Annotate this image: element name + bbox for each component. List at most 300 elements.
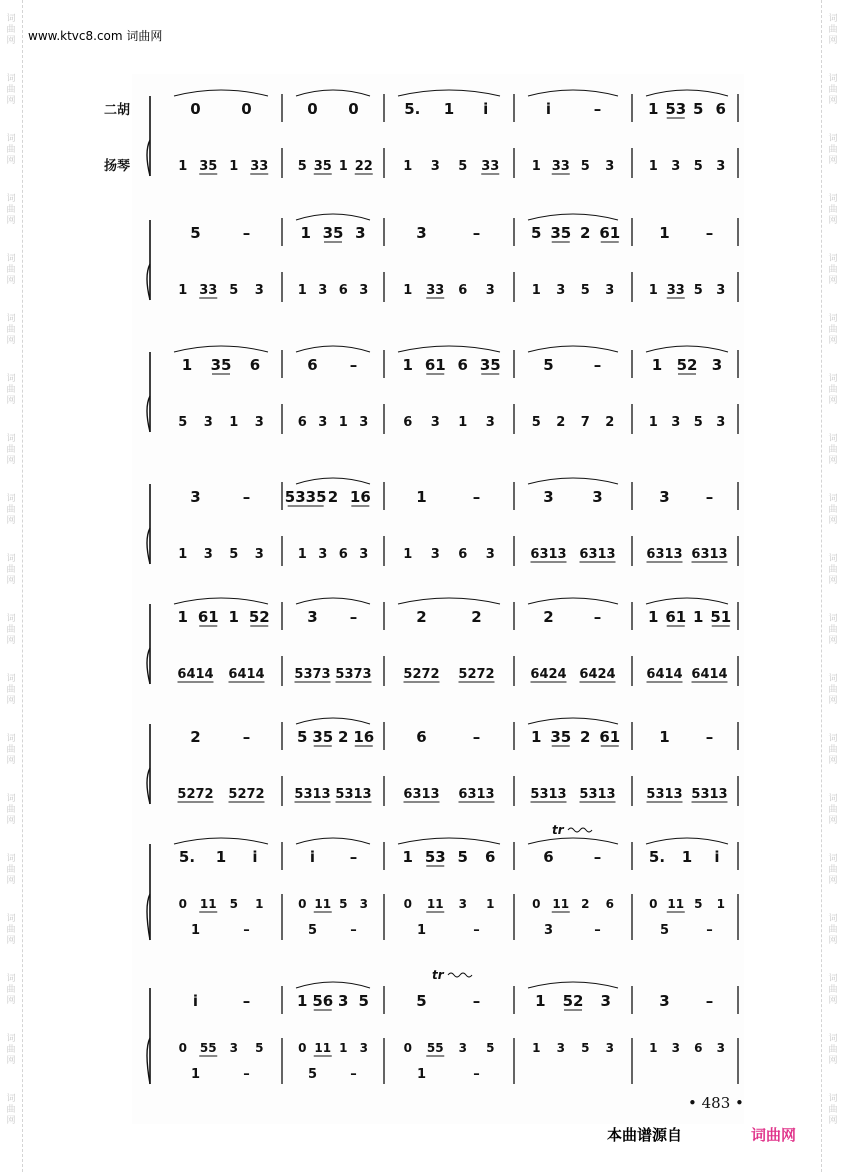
watermark-char: 网 [6, 215, 16, 226]
slur [296, 598, 370, 604]
watermark-char: 词 [6, 193, 16, 204]
watermark-char: 词 [6, 673, 16, 684]
watermark-char: 词 [828, 493, 838, 504]
watermark-char: 曲 [6, 84, 16, 95]
jianpu-note: – [594, 923, 601, 938]
watermark-char: 词 [828, 733, 838, 744]
jianpu-note: 1 [403, 283, 413, 298]
jianpu-note: 3 [458, 897, 467, 911]
watermark-block [6, 300, 15, 360]
watermark-char: 网 [6, 875, 16, 886]
jianpu-note: 1 [651, 356, 663, 374]
watermark-block [828, 0, 837, 60]
watermark-block [6, 780, 15, 840]
slur [528, 982, 618, 988]
right-watermark-strip [821, 0, 844, 1172]
jianpu-note: 5 [580, 283, 590, 298]
watermark-block [828, 840, 837, 900]
watermark-char: 网 [828, 875, 838, 886]
jianpu-note: 0 [649, 897, 658, 911]
jianpu-note: 61 [424, 356, 446, 374]
watermark-char: 词 [6, 13, 16, 24]
jianpu-note: 6313 [458, 787, 495, 802]
watermark-char: 网 [6, 395, 16, 406]
jianpu-note: – [242, 992, 251, 1010]
jianpu-note: 52 [248, 608, 270, 626]
jianpu-note: 5373 [335, 667, 372, 682]
jianpu-note: 1 [178, 283, 188, 298]
jianpu-note: 3 [600, 992, 611, 1010]
jianpu-note: 11 [667, 897, 685, 911]
jianpu-note: – [350, 923, 357, 938]
jianpu-note: 35 [210, 356, 232, 374]
slur [528, 346, 618, 352]
jianpu-note: 11 [426, 897, 444, 911]
jianpu-note: 61 [599, 224, 621, 242]
jianpu-note: 1 [693, 608, 704, 626]
jianpu-note: 5 [229, 897, 238, 911]
page-number: • 483 • [688, 1094, 744, 1112]
jianpu-note: 61 [599, 728, 621, 746]
jianpu-note: i [192, 992, 199, 1010]
watermark-block [828, 240, 837, 300]
watermark-char: 曲 [6, 444, 16, 455]
jianpu-note: – [242, 728, 251, 746]
watermark-char: 曲 [828, 504, 838, 515]
jianpu-note: 3 [203, 547, 213, 562]
jianpu-note: 6313 [646, 547, 683, 562]
jianpu-note: 11 [552, 897, 570, 911]
jianpu-note: – [242, 488, 251, 506]
site-url-header: www.ktvc8.com 词曲网 [28, 29, 163, 43]
jianpu-note: 5 [229, 547, 239, 562]
jianpu-note: 3 [254, 415, 264, 430]
jianpu-note: 3 [318, 547, 328, 562]
watermark-block [6, 420, 15, 480]
jianpu-note: 3 [359, 283, 369, 298]
slur [646, 598, 728, 604]
jianpu-note: 16 [353, 728, 375, 746]
watermark-char: 词 [828, 853, 838, 864]
jianpu-note: 3 [254, 547, 264, 562]
jianpu-note: 0 [298, 1041, 307, 1055]
jianpu-note: 5373 [294, 667, 331, 682]
jianpu-note: 5 [307, 923, 318, 938]
slur [296, 718, 370, 724]
jianpu-note: – [349, 356, 358, 374]
watermark-block [6, 540, 15, 600]
watermark-block [828, 540, 837, 600]
jianpu-note: 5313 [335, 787, 372, 802]
watermark-block [828, 720, 837, 780]
watermark-char: 词 [828, 673, 838, 684]
watermark-char: 词 [828, 73, 838, 84]
slur [528, 838, 618, 844]
jianpu-note: 1 [297, 283, 307, 298]
watermark-char: 词 [828, 433, 838, 444]
jianpu-note: 2 [338, 728, 349, 746]
jianpu-note: 3 [716, 283, 726, 298]
jianpu-note: 1 [648, 100, 659, 118]
slur [528, 90, 618, 96]
instrument-label-yangqin: 扬琴 [103, 159, 130, 174]
jianpu-note: 55 [199, 1041, 217, 1055]
jianpu-note: 22 [354, 159, 373, 174]
jianpu-note: 2 [543, 608, 554, 626]
watermark-char: 词 [6, 493, 16, 504]
jianpu-note: 3 [716, 415, 726, 430]
jianpu-note: 3 [671, 1041, 680, 1055]
slur [528, 718, 618, 724]
watermark-block [828, 960, 837, 1020]
jianpu-note: 5 [694, 897, 703, 911]
watermark-char: 曲 [6, 24, 16, 35]
watermark-char: 曲 [6, 264, 16, 275]
jianpu-note: 3 [605, 159, 615, 174]
jianpu-note: 6414 [177, 667, 214, 682]
watermark-char: 曲 [828, 444, 838, 455]
jianpu-note: 35 [199, 159, 218, 174]
jianpu-note: 5 [358, 992, 369, 1010]
jianpu-note: 52 [676, 356, 698, 374]
jianpu-note: 5272 [403, 667, 440, 682]
jianpu-note: 6 [694, 1041, 703, 1055]
jianpu-note: 6313 [579, 547, 616, 562]
jianpu-note: – [242, 224, 251, 242]
jianpu-note: 3 [338, 992, 349, 1010]
jianpu-note: 3 [254, 283, 264, 298]
jianpu-note: 1 [403, 547, 413, 562]
jianpu-note: 2 [327, 488, 339, 506]
slur [174, 90, 268, 96]
jianpu-note: 5 [693, 283, 703, 298]
jianpu-note: – [705, 488, 714, 506]
watermark-char: 曲 [6, 144, 16, 155]
watermark-block [6, 1020, 15, 1080]
watermark-block [6, 960, 15, 1020]
jianpu-note: 1 [416, 923, 427, 938]
watermark-char: 曲 [828, 864, 838, 875]
watermark-char: 词 [6, 253, 16, 264]
jianpu-note: 6 [485, 848, 496, 866]
jianpu-note: 11 [314, 1041, 332, 1055]
jianpu-note: 2 [416, 608, 427, 626]
watermark-char: 网 [6, 515, 16, 526]
jianpu-note: 61 [197, 608, 219, 626]
slur [296, 90, 370, 96]
jianpu-note: 5 [178, 415, 188, 430]
jianpu-note: – [705, 992, 714, 1010]
jianpu-note: 33 [426, 283, 445, 298]
jianpu-note: 5272 [228, 787, 265, 802]
watermark-char: 曲 [6, 924, 16, 935]
watermark-char: 曲 [828, 324, 838, 335]
trill-wave [568, 828, 592, 832]
jianpu-note: 6 [338, 547, 348, 562]
jianpu-note: 6313 [691, 547, 728, 562]
watermark-block [6, 240, 15, 300]
watermark-char: 网 [828, 755, 838, 766]
jianpu-note: 3 [318, 283, 328, 298]
watermark-block [6, 840, 15, 900]
jianpu-note: 3 [318, 415, 328, 430]
watermark-block [6, 480, 15, 540]
jianpu-note: 3 [543, 488, 554, 506]
jianpu-note: 53 [424, 848, 446, 866]
jianpu-note: 3 [711, 356, 723, 374]
slur [296, 214, 370, 220]
jianpu-note: 3 [229, 1041, 238, 1055]
jianpu-note: 5 [580, 159, 590, 174]
watermark-char: 词 [6, 973, 16, 984]
watermark-char: 词 [828, 793, 838, 804]
watermark-char: 词 [6, 613, 16, 624]
watermark-char: 曲 [6, 384, 16, 395]
watermark-char: 网 [6, 695, 16, 706]
jianpu-note: – [472, 992, 481, 1010]
watermark-block [6, 120, 15, 180]
watermark-char: 曲 [6, 504, 16, 515]
watermark-block [6, 60, 15, 120]
jianpu-note: 5 [297, 728, 308, 746]
jianpu-note: 5313 [691, 787, 728, 802]
slur [398, 598, 500, 604]
jianpu-note: – [472, 728, 481, 746]
watermark-char: 词 [828, 253, 838, 264]
jianpu-note: 1 [659, 728, 670, 746]
source-label: 本曲谱源自 [607, 1126, 683, 1144]
watermark-char: 词 [828, 373, 838, 384]
watermark-char: 曲 [6, 804, 16, 815]
jianpu-note: 1 [177, 608, 188, 626]
jianpu-note: 3 [203, 415, 213, 430]
jianpu-note: 3 [592, 488, 603, 506]
jianpu-note: – [243, 923, 250, 938]
jianpu-note: 2 [580, 224, 591, 242]
watermark-char: 曲 [828, 564, 838, 575]
jianpu-note: 5 [416, 992, 427, 1010]
jianpu-note: 3 [190, 488, 201, 506]
slur [528, 214, 618, 220]
slur [646, 838, 728, 844]
jianpu-note: 6 [458, 283, 468, 298]
jianpu-note: 16 [349, 488, 371, 506]
watermark-block [6, 660, 15, 720]
slur [296, 982, 370, 988]
watermark-char: 曲 [828, 264, 838, 275]
jianpu-note: 5. [178, 848, 196, 866]
jianpu-note: 35 [322, 224, 344, 242]
watermark-char: 曲 [6, 564, 16, 575]
jianpu-note: 5 [457, 848, 468, 866]
jianpu-note: – [593, 100, 602, 118]
jianpu-note: 6424 [579, 667, 616, 682]
watermark-block [828, 300, 837, 360]
slur [296, 478, 370, 484]
watermark-char: 网 [828, 575, 838, 586]
jianpu-note: 1 [443, 100, 455, 118]
jianpu-note: 1 [416, 488, 427, 506]
watermark-char: 词 [6, 793, 16, 804]
jianpu-note: 2 [580, 728, 591, 746]
jianpu-note: 55 [426, 1041, 444, 1055]
watermark-char: 网 [828, 815, 838, 826]
left-watermark-strip [0, 0, 23, 1172]
watermark-char: 曲 [828, 1104, 838, 1115]
watermark-char: 曲 [6, 324, 16, 335]
watermark-char: 词 [6, 133, 16, 144]
jianpu-note: 1 [486, 897, 495, 911]
jianpu-note: 3 [359, 1041, 368, 1055]
watermark-char: 曲 [6, 984, 16, 995]
watermark-char: 曲 [828, 984, 838, 995]
watermark-char: 曲 [6, 684, 16, 695]
jianpu-note: 0 [307, 100, 318, 118]
watermark-block [6, 600, 15, 660]
jianpu-note: i [483, 100, 489, 118]
trill-wave [448, 973, 472, 977]
jianpu-note: 1 [416, 1067, 427, 1082]
jianpu-note: 1 [229, 159, 239, 174]
watermark-block [828, 60, 837, 120]
jianpu-note: 0 [298, 897, 307, 911]
jianpu-note: 51 [710, 608, 732, 626]
watermark-char: 网 [828, 215, 838, 226]
jianpu-note: 5 [531, 224, 542, 242]
jianpu-note: 3 [359, 897, 368, 911]
jianpu-note: 5 [229, 283, 239, 298]
watermark-char: 曲 [828, 384, 838, 395]
jianpu-note: 1 [215, 848, 227, 866]
jianpu-note: 2 [581, 897, 590, 911]
jianpu-note: i [545, 100, 552, 118]
jianpu-note: 1 [532, 1041, 541, 1055]
watermark-char: 网 [6, 1115, 16, 1126]
jianpu-note: 5 [486, 1041, 495, 1055]
jianpu-note: 1 [716, 897, 725, 911]
jianpu-note: 3 [605, 1041, 614, 1055]
jianpu-note: 56 [312, 992, 334, 1010]
watermark-char: 网 [6, 815, 16, 826]
watermark-char: 曲 [828, 204, 838, 215]
jianpu-note: 1 [190, 923, 201, 938]
jianpu-note: 3 [485, 547, 495, 562]
jianpu-note: i [309, 848, 316, 866]
jianpu-note: 6424 [530, 667, 567, 682]
watermark-char: 词 [6, 73, 16, 84]
watermark-char: 网 [828, 935, 838, 946]
jianpu-note: 3 [659, 488, 670, 506]
watermark-char: 词 [828, 193, 838, 204]
watermark-char: 网 [828, 1115, 838, 1126]
jianpu-note: 0 [178, 1041, 187, 1055]
watermark-block [828, 480, 837, 540]
jianpu-note: 3 [659, 992, 670, 1010]
jianpu-note: 3 [671, 159, 681, 174]
watermark-char: 网 [828, 1055, 838, 1066]
jianpu-note: – [473, 1067, 480, 1082]
jianpu-note: 53 [665, 100, 687, 118]
watermark-char: 曲 [6, 624, 16, 635]
jianpu-note: 3 [430, 159, 440, 174]
watermark-char: 曲 [6, 864, 16, 875]
jianpu-note: 3 [458, 1041, 467, 1055]
jianpu-note: 5 [531, 415, 541, 430]
watermark-block [828, 420, 837, 480]
slur [528, 598, 618, 604]
jianpu-note: – [243, 1067, 250, 1082]
jianpu-note: 3 [359, 415, 369, 430]
jianpu-note: 0 [403, 1041, 412, 1055]
watermark-block [828, 1080, 837, 1140]
watermark-char: 网 [6, 995, 16, 1006]
jianpu-note: 3 [556, 1041, 565, 1055]
jianpu-note: 3 [430, 415, 440, 430]
jianpu-note: 6 [297, 415, 307, 430]
watermark-char: 网 [6, 155, 16, 166]
slur [398, 90, 500, 96]
jianpu-note: 1 [681, 848, 693, 866]
jianpu-note: 5 [693, 415, 703, 430]
jianpu-note: 6 [338, 283, 348, 298]
jianpu-note: 2 [471, 608, 482, 626]
jianpu-note: i [252, 848, 258, 866]
jianpu-note: 6313 [530, 547, 567, 562]
jianpu-note: 3 [307, 608, 318, 626]
slur [174, 346, 268, 352]
jianpu-note: 6 [458, 547, 468, 562]
jianpu-note: 0 [348, 100, 359, 118]
watermark-block [828, 600, 837, 660]
slur [296, 838, 370, 844]
jianpu-note: 6 [605, 897, 614, 911]
jianpu-note: 1 [535, 992, 546, 1010]
jianpu-note: 5272 [177, 787, 214, 802]
jianpu-note: 33 [250, 159, 269, 174]
watermark-char: 曲 [6, 744, 16, 755]
jianpu-note: 5 [581, 1041, 590, 1055]
watermark-char: 网 [828, 995, 838, 1006]
jianpu-note: 3 [543, 923, 554, 938]
watermark-char: 网 [6, 35, 16, 46]
watermark-char: 曲 [828, 24, 838, 35]
jianpu-note: – [473, 923, 480, 938]
jianpu-note: 0 [241, 100, 252, 118]
jianpu-note: 5 [255, 1041, 264, 1055]
jianpu-note: 1 [297, 547, 307, 562]
instrument-label-erhu: 二胡 [103, 103, 130, 118]
watermark-char: 词 [6, 733, 16, 744]
watermark-char: 曲 [828, 804, 838, 815]
jianpu-note: 33 [551, 159, 570, 174]
jianpu-note: 1 [648, 608, 659, 626]
jianpu-note: – [472, 224, 481, 242]
watermark-char: 词 [828, 13, 838, 24]
jianpu-note: 3 [556, 283, 566, 298]
jianpu-note: 5 [659, 923, 670, 938]
watermark-char: 网 [6, 935, 16, 946]
watermark-char: 网 [828, 335, 838, 346]
jianpu-note: 5 [543, 356, 554, 374]
slur [398, 346, 500, 352]
jianpu-note: 1 [178, 159, 188, 174]
jianpu-note: 33 [666, 283, 685, 298]
jianpu-note: 1 [531, 283, 541, 298]
watermark-char: 词 [6, 313, 16, 324]
jianpu-note: 35 [550, 728, 572, 746]
watermark-char: 网 [828, 455, 838, 466]
jianpu-note: 1 [255, 897, 264, 911]
